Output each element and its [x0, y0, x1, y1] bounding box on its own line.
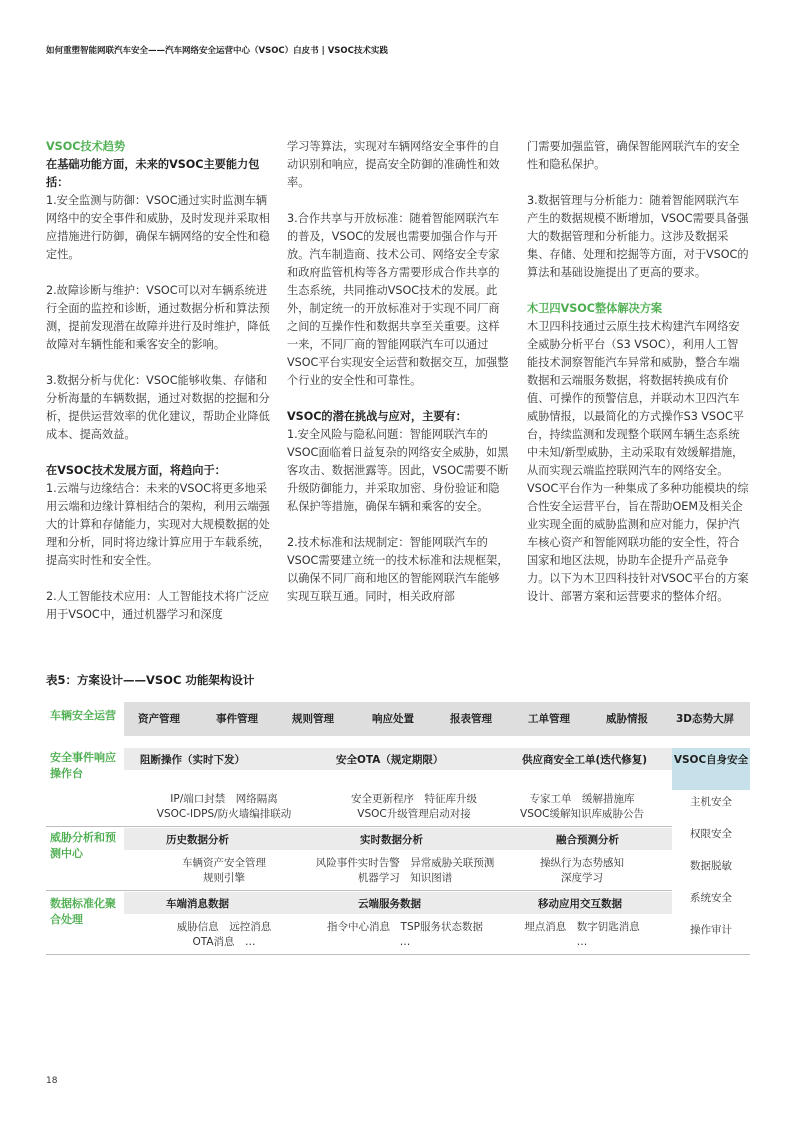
band-row-3 [124, 892, 672, 914]
column-3 [527, 138, 749, 606]
architecture-table [46, 702, 750, 954]
security-item: 主机安全 [690, 796, 732, 808]
paragraph: 3.数据管理与分析能力：随着智能网联汽车产生的数据规模不断增加，VSOC需要具备强大的数据管理和分析能力。这涉及数据采集、存储、处理和挖掘等方面，对于VSOC的算法和基础设施提出了更高的要求。 [527, 194, 749, 279]
band-row-1 [124, 748, 750, 770]
row-label-threat-center: 威胁分析和预测中心 [50, 831, 116, 860]
section-title-solution: 木卫四VSOC整体解决方案 [527, 302, 663, 315]
row-divider [46, 890, 672, 891]
row-label-data-aggregation: 数据标准化聚合处理 [50, 897, 116, 926]
page-number: 18 [46, 1076, 58, 1086]
header-cell: 威胁情报 [606, 713, 648, 725]
cell-text: VSOC升级管理启动对接 [357, 808, 471, 820]
band-row-2 [124, 828, 672, 850]
band-cell: 云端服务数据 [358, 898, 421, 910]
subheading-challenges: VSOC的潜在挑战与应对，主要有： [287, 410, 467, 423]
band-cell: 车端消息数据 [166, 898, 229, 910]
cell-text: 车辆资产安全管理 [182, 857, 266, 869]
cell-text: 埋点消息 数字钥匙消息 [524, 921, 640, 933]
cell-text: IP/端口封禁 网络隔离 [170, 793, 278, 805]
header-cell: 事件管理 [216, 713, 258, 725]
cell-text: OTA消息 … [192, 936, 256, 948]
row-divider [46, 826, 672, 827]
cell-text: VSOC缓解知识库威胁公告 [520, 808, 644, 820]
paragraph: 2.人工智能技术应用：人工智能技术将广泛应用于VSOC中，通过机器学习和深度 [46, 590, 270, 621]
paragraph: 2.故障诊断与维护：VSOC可以对车辆系统进行全面的监控和诊断，通过数据分析和算法预测，提前发现潜在故障并进行及时维护，降低故障对车辆性能和乘客安全的影响。 [46, 284, 270, 351]
band-cell: 实时数据分析 [360, 834, 423, 846]
cell-text: VSOC-IDPS/防火墙编排联动 [156, 808, 292, 820]
vsoc-self-security-cell: VSOC自身安全 [672, 748, 750, 790]
band-cell: 阻断操作（实时下发） [140, 754, 245, 766]
security-item: 权限安全 [690, 828, 732, 840]
security-item: 数据脱敏 [690, 860, 732, 872]
section-title-vsoc-trends: VSOC技术趋势 [46, 140, 126, 153]
running-header: 如何重塑智能网联汽车安全——汽车网络安全运营中心（VSOC）白皮书 | VSOC技术实践 [46, 46, 388, 56]
subheading-development: 在VSOC技术发展方面，将趋向于： [46, 464, 226, 477]
header-cell: 资产管理 [138, 713, 180, 725]
security-item: 操作审计 [690, 924, 732, 936]
band-cell: 供应商安全工单(迭代修复) [522, 754, 648, 766]
paragraph: 3.合作共享与开放标准：随着智能网联汽车的普及，VSOC的发展也需要加强合作与开放。汽车制造商、技术公司、网络安全专家和政府监管机构等各方需要形成合作共享的生态系统，共同推动VSOC技术的发展。此外，制定统一的开放标准对于实现不同厂商之间的互操作性和数据共享至关重要。这样一来，不同厂商的智能网联汽车可以通过VSOC平台实现安全运营和数据交互，加强整个行业的安全性和可靠性。 [287, 212, 509, 387]
header-cell: 工单管理 [528, 713, 570, 725]
subheading-basic-functions: 在基础功能方面，未来的VSOC主要能力包括： [46, 158, 260, 189]
cell-text: 操纵行为态势感知 [540, 857, 624, 869]
band-cell: 融合预测分析 [556, 834, 619, 846]
band-cell: 历史数据分析 [166, 834, 229, 846]
paragraph: 木卫四科技通过云原生技术构建汽车网络安全威胁分析平台（S3 VSOC），利用人工智能技术洞察智能汽车异常和威胁，整合车端数据和云端服务数据，将数据转换成有价值、可操作的预警信息，并联动木卫四汽车威胁情报，以最简化的方式操作S3 VSOC平台，持续监测和发现整个联网车辆生态系统中未知/新型威胁，主动采取有效缓解措施，从而实现云端监控联网汽车的网络安全。VSOC平台作为一种集成了多种功能模块的综合性安全运营平台，旨在帮助OEM及相关企业实现全面的威胁监测和应对能力，保护汽车核心资产和智能网联功能的安全性，符合国家和地区法规，协助车企提升产品竞争力。以下为木卫四科技针对VSOC平台的方案设计、部署方案和运营要求的整体介绍。 [527, 320, 749, 603]
column-2 [287, 138, 509, 606]
band-cell: 安全OTA（规定期限） [336, 754, 444, 766]
cell-text: 深度学习 [561, 872, 603, 884]
paragraph: 1.安全监测与防御：VSOC通过实时监测车辆网络中的安全事件和威胁，及时发现并采取相应措施进行防御，确保车辆网络的安全性和稳定性。 [46, 194, 270, 261]
band-cell: 移动应用交互数据 [538, 898, 622, 910]
paragraph: 门需要加强监管，确保智能网联汽车的安全性和隐私保护。 [527, 140, 740, 171]
cell-text: … [399, 936, 411, 948]
table-caption: 表5：方案设计——VSOC 功能架构设计 [46, 673, 255, 687]
cell-text: 安全更新程序 特征库升级 [351, 793, 477, 805]
header-cell: 3D态势大屏 [676, 713, 735, 725]
table-header-row [124, 702, 750, 736]
cell-text: 机器学习 知识图谱 [357, 872, 453, 884]
cell-text: 风险事件实时告警 异常威胁关联预测 [315, 857, 495, 869]
row-label-incident-console: 安全事件响应操作台 [50, 751, 116, 780]
table-bottom-rule [46, 954, 750, 955]
paragraph: 学习等算法，实现对车辆网络安全事件的自动识别和响应，提高安全防御的准确性和效率。 [287, 140, 500, 189]
header-cell: 规则管理 [292, 713, 334, 725]
row-label-vehicle-ops: 车辆安全运营 [50, 709, 116, 722]
cell-text: 规则引擎 [203, 872, 245, 884]
header-cell: 响应处置 [372, 713, 414, 725]
cell-text: … [576, 936, 588, 948]
paragraph: 3.数据分析与优化：VSOC能够收集、存储和分析海量的车辆数据，通过对数据的挖掘和分析，提供运营效率的优化建议，帮助企业降低成本、提高效益。 [46, 374, 270, 441]
security-item: 系统安全 [690, 892, 732, 904]
column-1 [46, 138, 271, 624]
cell-text: 专家工单 缓解措施库 [529, 793, 635, 805]
paragraph: 2.技术标准和法规制定：智能网联汽车的VSOC需要建立统一的技术标准和法规框架，以确保不同厂商和地区的智能网联汽车能够实现互联互通。同时，相关政府部 [287, 536, 509, 603]
paragraph: 1.云端与边缘结合：未来的VSOC将更多地采用云端和边缘计算相结合的架构，利用云端强大的计算和存储能力，实现对大规模数据的处理和分析，同时将边缘计算应用于车载系统，提高实时性和安全性。 [46, 482, 270, 567]
header-cell: 报表管理 [450, 713, 492, 725]
cell-text: 指令中心消息 TSP服务状态数据 [327, 921, 483, 933]
cell-text: 威胁信息 远控消息 [176, 921, 272, 933]
paragraph: 1.安全风险与隐私问题：智能网联汽车的VSOC面临着日益复杂的网络安全威胁，如黑客攻击、数据泄露等。因此，VSOC需要不断升级防御能力，并采取加密、身份验证和隐私保护等措施，确保车辆和乘客的安全。 [287, 428, 509, 513]
